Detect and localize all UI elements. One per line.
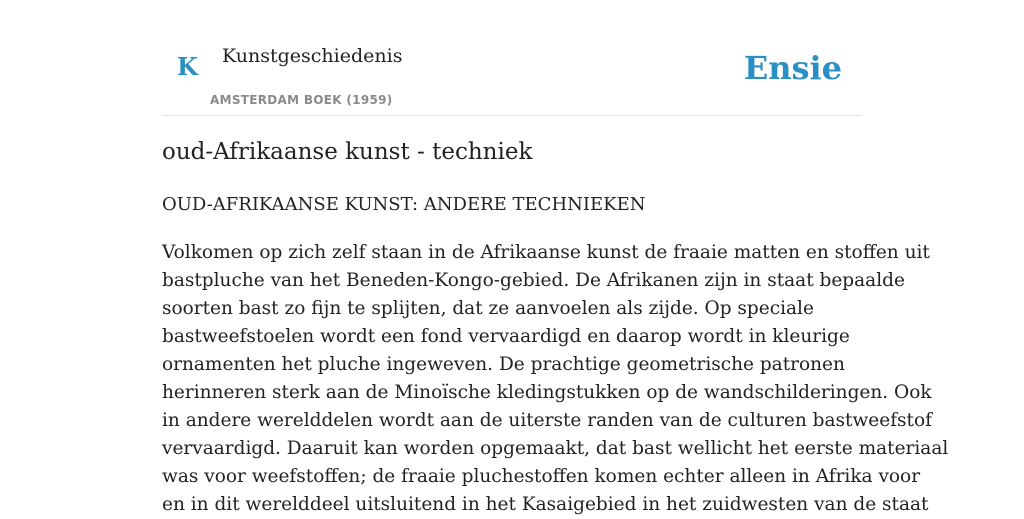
body-line: herinneren sterk aan de Minoïsche kledingstukken op de wandschilderingen. Ook	[162, 382, 932, 403]
section-heading: OUD-AFRIKAANSE KUNST: ANDERE TECHNIEKEN	[162, 194, 646, 215]
body-line: in andere werelddelen wordt aan de uiterste randen van de culturen bastweefstof	[162, 410, 932, 431]
book-source: AMSTERDAM BOEK (1959)	[210, 93, 393, 107]
brand-logo[interactable]: Ensie	[743, 49, 842, 87]
book-logo-icon[interactable]: K	[177, 52, 198, 81]
body-line: bastpluche van het Beneden-Kongo-gebied. De Afrikanen zijn in staat bepaalde	[162, 270, 905, 291]
article-body	[162, 239, 949, 519]
book-title-link[interactable]: Kunstgeschiedenis	[222, 45, 403, 67]
article-title: oud-Afrikaanse kunst - techniek	[162, 139, 533, 165]
body-line: vervaardigd. Daaruit kan worden opgemaakt, dat bast wellicht het eerste materiaal	[162, 438, 949, 459]
body-line: en in dit werelddeel uitsluitend in het Kasaigebied in het zuidwesten van de staat	[162, 494, 929, 515]
body-line: Volkomen op zich zelf staan in de Afrikaanse kunst de fraaie matten en stoffen uit	[162, 242, 930, 263]
page	[162, 0, 949, 515]
body-line: ornamenten het pluche ingeweven. De prachtige geometrische patronen	[162, 354, 845, 375]
body-line: bastweefstoelen wordt een fond vervaardigd en daarop wordt in kleurige	[162, 326, 850, 347]
header	[162, 0, 862, 116]
body-line: soorten bast zo fijn te splijten, dat ze aanvoelen als zijde. Op speciale	[162, 298, 814, 319]
body-line: was voor weefstoffen; de fraaie pluchestoffen komen echter alleen in Afrika voor	[162, 466, 921, 487]
